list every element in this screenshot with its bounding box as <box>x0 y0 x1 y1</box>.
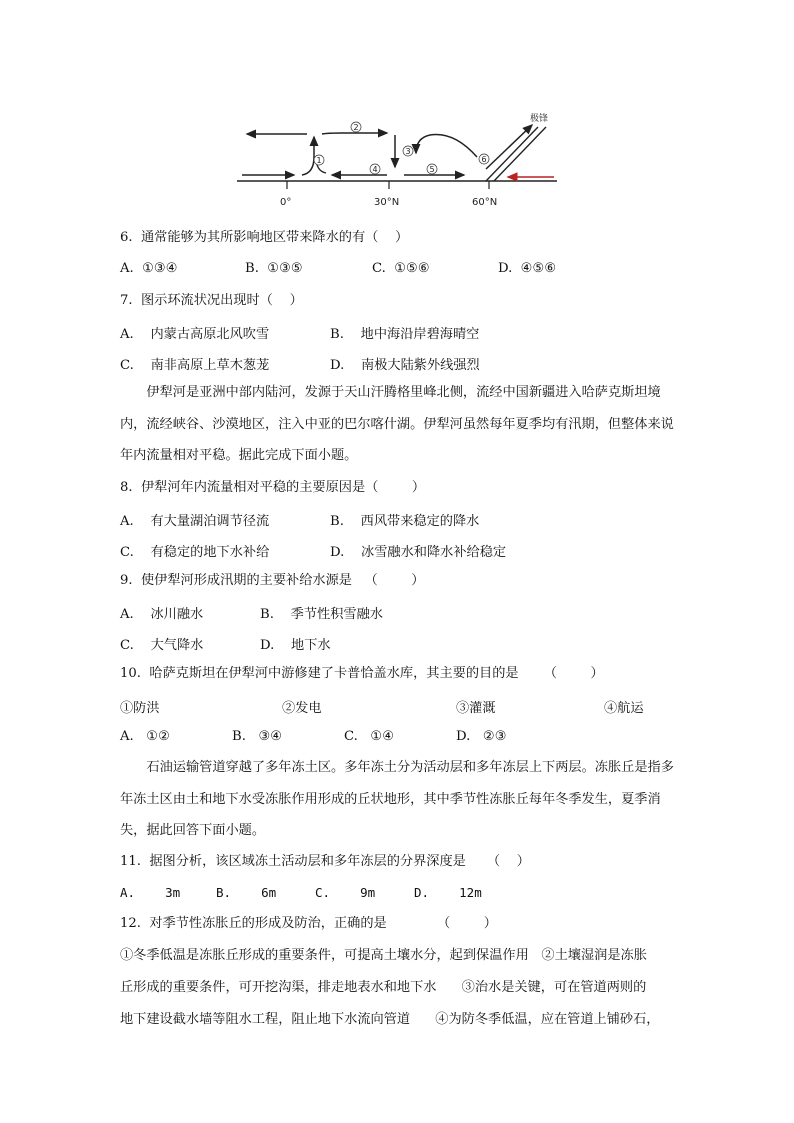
q6-option-c: C. ①⑤⑥ <box>372 261 430 276</box>
q6-option-a: A. ①③④ <box>120 261 178 276</box>
q9-option-d: D. 地下水 <box>260 638 331 653</box>
q7-option-d: D. 南极大陆紫外线强烈 <box>330 358 480 373</box>
q8-stem: 8. 伊犁河年内流量相对平稳的主要原因是（ ） <box>120 480 426 495</box>
circ-label-5: 5 <box>429 165 435 174</box>
q8-option-c: C. 有稳定的地下水补给 <box>120 545 270 560</box>
q7-option-a: A. 内蒙古高原北风吹雪 <box>120 327 270 342</box>
passage-yili: 伊犁河是亚洲中部内陆河，发源于天山汗腾格里峰北侧，流经中国新疆进入哈萨克斯坦境内，流经峡谷、沙漠地区，注入中亚的巴尔喀什湖。伊犁河虽然每年夏季均有汛期，但整体来说年内流量相对平稳。据此完成下面小题。 <box>120 385 674 463</box>
q12-line-1: ①冬季低温是冻胀丘形成的重要条件，可提高土壤水分，起到保温作用 ②土壤湿润是冻胀 <box>120 948 647 963</box>
q9-option-a: A. 冰川融水 <box>120 607 204 622</box>
q10-item-2: ②发电 <box>282 701 322 716</box>
q11-option-b: B. 6m <box>216 885 277 900</box>
circ-label-4: 4 <box>372 165 378 174</box>
q9-stem: 9. 使伊犁河形成汛期的主要补给水源是 （ ） <box>120 573 425 588</box>
q10-item-4: ④航运 <box>604 701 644 716</box>
q7-option-c: C. 南非高原上草木葱茏 <box>120 358 270 373</box>
circulation-diagram <box>232 105 562 217</box>
circ-label-1: 1 <box>316 156 322 165</box>
q10-option-b: B. ③④ <box>232 729 283 744</box>
arrow-front-rising <box>486 125 532 169</box>
circ-label-2: 2 <box>353 123 359 132</box>
q8-option-d: D. 冰雪融水和降水补给稳定 <box>330 545 507 560</box>
q10-option-d: D. ②③ <box>456 729 507 744</box>
front-line-1 <box>486 127 538 181</box>
arrow-upper-6 <box>416 134 477 157</box>
q12-stem: 12. 对季节性冻胀丘的形成及防治，正确的是 （ ） <box>120 916 497 931</box>
q12-line-3: 地下建设截水墙等阻水工程，阻止地下水流向管道 ④为防冬季低温，应在管道上铺砂石， <box>120 1012 660 1027</box>
arrow-rising-1 <box>302 137 314 175</box>
q11-option-c: C. 9m <box>315 885 376 900</box>
q11-option-d: D. 12m <box>414 885 482 900</box>
q11-option-a: A. 3m <box>120 885 181 900</box>
passage-permafrost: 石油运输管道穿越了多年冻土区。多年冻土分为活动层和多年冻层上下两层。冻胀丘是指多年冻土区由土和地下水受冻胀作用形成的丘状地形，其中季节性冻胀丘每年冬季发生，夏季消失，据此回答下面小题。 <box>120 760 674 838</box>
q6-stem: 6. 通常能够为其所影响地区带来降水的有（ ） <box>120 230 409 245</box>
arrow-upper-2 <box>322 133 387 134</box>
q7-stem: 7. 图示环流状况出现时（ ） <box>120 293 303 308</box>
q8-option-a: A. 有大量湖泊调节径流 <box>120 514 270 529</box>
q8-option-b: B. 西风带来稳定的降水 <box>330 514 480 529</box>
q9-option-b: B. 季节性积雪融水 <box>260 607 383 622</box>
circ-label-6: 6 <box>481 155 487 164</box>
q7-option-b: B. 地中海沿岸碧海晴空 <box>330 327 480 342</box>
q10-item-1: ①防洪 <box>120 701 160 716</box>
q9-option-c: C. 大气降水 <box>120 638 204 653</box>
q12-line-2: 丘形成的重要条件，可开挖沟渠，排走地表水和地下水 ③治水是关键，可在管道两则的 <box>120 980 647 995</box>
lat-label-0: 0° <box>280 197 292 208</box>
q6-option-d: D. ④⑤⑥ <box>498 261 557 276</box>
circ-label-3: 3 <box>405 147 411 156</box>
q11-stem: 11. 据图分析，该区域冻土活动层和多年冻层的分界深度是 （ ） <box>120 854 530 869</box>
front-label: 极锋 <box>530 114 549 124</box>
q10-option-a: A. ①② <box>120 729 170 744</box>
lat-label-30: 30°N <box>374 197 400 208</box>
q10-option-c: C. ①④ <box>344 729 395 744</box>
q6-option-b: B. ①③⑤ <box>245 261 303 276</box>
q10-item-3: ③灌溉 <box>456 701 496 716</box>
lat-label-60: 60°N <box>472 197 498 208</box>
q10-stem: 10. 哈萨克斯坦在伊犁河中游修建了卡普恰盖水库，其主要的目的是 （ ） <box>120 666 604 681</box>
